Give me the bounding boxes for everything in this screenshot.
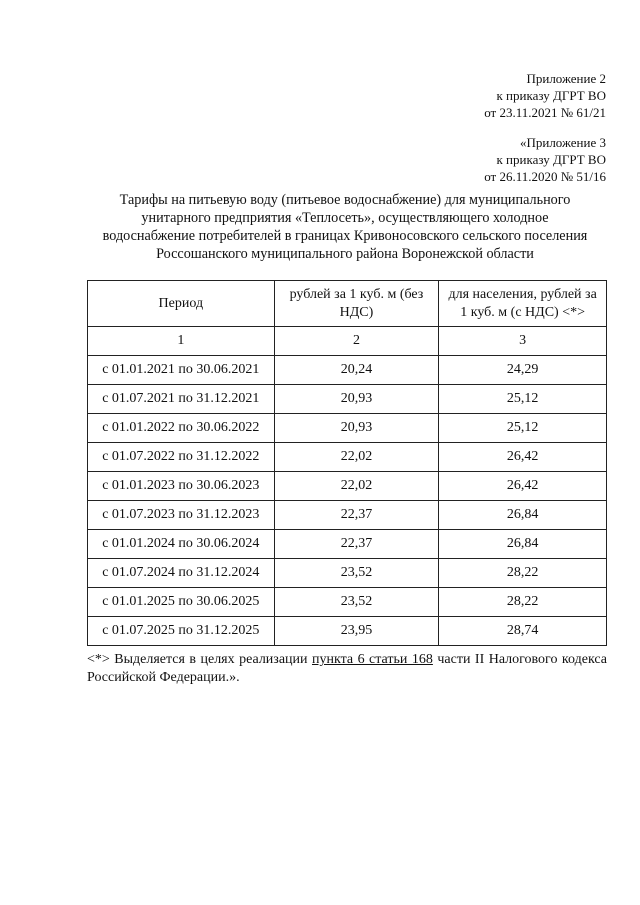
table-row [88, 588, 607, 617]
row-period: с 01.01.2024 по 30.06.2024 [88, 530, 275, 559]
row-with-vat: 26,42 [439, 472, 607, 501]
row-no-vat: 22,37 [274, 501, 439, 530]
row-period: с 01.07.2024 по 31.12.2024 [88, 559, 275, 588]
row-with-vat: 24,29 [439, 356, 607, 385]
appendix-previous-block [484, 134, 606, 185]
header-rub-no-vat [274, 281, 439, 327]
table-row [88, 385, 607, 414]
header-rub-no-vat-line2: НДС) [339, 304, 374, 320]
appendix-current-block [484, 70, 606, 121]
row-no-vat: 20,24 [274, 356, 439, 385]
footnote-suffix: части II Налогового кодекса Российской Федерации.». [87, 652, 608, 685]
row-period: с 01.07.2025 по 31.12.2025 [88, 617, 275, 646]
row-with-vat: 28,22 [439, 559, 607, 588]
row-with-vat: 26,42 [439, 443, 607, 472]
table-row [88, 617, 607, 646]
appendix-previous-line1: «Приложение 3 [519, 135, 606, 150]
header-period: Период [88, 281, 275, 327]
appendix-previous-line2: к приказу ДГРТ ВО [496, 152, 606, 167]
row-no-vat: 23,95 [274, 617, 439, 646]
title-line3: водоснабжение потребителей в границах Кривоносовского сельского поселения [102, 228, 588, 244]
table-row [88, 501, 607, 530]
row-no-vat: 22,02 [274, 443, 439, 472]
table-row [88, 356, 607, 385]
table-row [88, 559, 607, 588]
row-with-vat: 26,84 [439, 530, 607, 559]
row-no-vat: 23,52 [274, 588, 439, 617]
title-line4: Россошанского муниципального района Воронежской области [156, 246, 534, 262]
column-number: 2 [274, 327, 439, 356]
title-line2: унитарного предприятия «Теплосеть», осуществляющего холодное [141, 210, 549, 226]
column-number-row [88, 327, 607, 356]
column-number: 1 [88, 327, 275, 356]
row-no-vat: 22,37 [274, 530, 439, 559]
appendix-previous-line3: от 26.11.2020 № 51/16 [484, 169, 606, 184]
column-number: 3 [439, 327, 607, 356]
row-no-vat: 23,52 [274, 559, 439, 588]
row-period: с 01.01.2021 по 30.06.2021 [88, 356, 275, 385]
table-row [88, 443, 607, 472]
tariff-table [87, 280, 607, 646]
footnote [87, 651, 607, 687]
header-population-line2: 1 куб. м (с НДС) <*> [460, 304, 585, 320]
row-no-vat: 20,93 [274, 385, 439, 414]
footnote-prefix: <*> Выделяется в целях реализации [87, 652, 312, 667]
row-period: с 01.01.2025 по 30.06.2025 [88, 588, 275, 617]
row-period: с 01.07.2023 по 31.12.2023 [88, 501, 275, 530]
header-population-line1: для населения, рублей за [448, 286, 597, 302]
row-with-vat: 25,12 [439, 414, 607, 443]
document-title [84, 191, 606, 263]
row-with-vat: 28,74 [439, 617, 607, 646]
table-row [88, 472, 607, 501]
table-header-row [88, 281, 607, 327]
table-row [88, 414, 607, 443]
appendix-current-line3: от 23.11.2021 № 61/21 [484, 105, 606, 120]
row-period: с 01.01.2023 по 30.06.2023 [88, 472, 275, 501]
footnote-law-link[interactable]: пункта 6 статьи 168 [312, 652, 433, 667]
header-population [439, 281, 607, 327]
table-row [88, 530, 607, 559]
row-no-vat: 20,93 [274, 414, 439, 443]
row-period: с 01.07.2021 по 31.12.2021 [88, 385, 275, 414]
row-with-vat: 26,84 [439, 501, 607, 530]
header-rub-no-vat-line1: рублей за 1 куб. м (без [289, 286, 424, 302]
row-period: с 01.07.2022 по 31.12.2022 [88, 443, 275, 472]
title-line1: Тарифы на питьевую воду (питьевое водоснабжение) для муниципального [119, 192, 571, 208]
row-with-vat: 28,22 [439, 588, 607, 617]
row-with-vat: 25,12 [439, 385, 607, 414]
appendix-current-line2: к приказу ДГРТ ВО [496, 88, 606, 103]
row-no-vat: 22,02 [274, 472, 439, 501]
appendix-current-line1: Приложение 2 [526, 71, 606, 86]
row-period: с 01.01.2022 по 30.06.2022 [88, 414, 275, 443]
